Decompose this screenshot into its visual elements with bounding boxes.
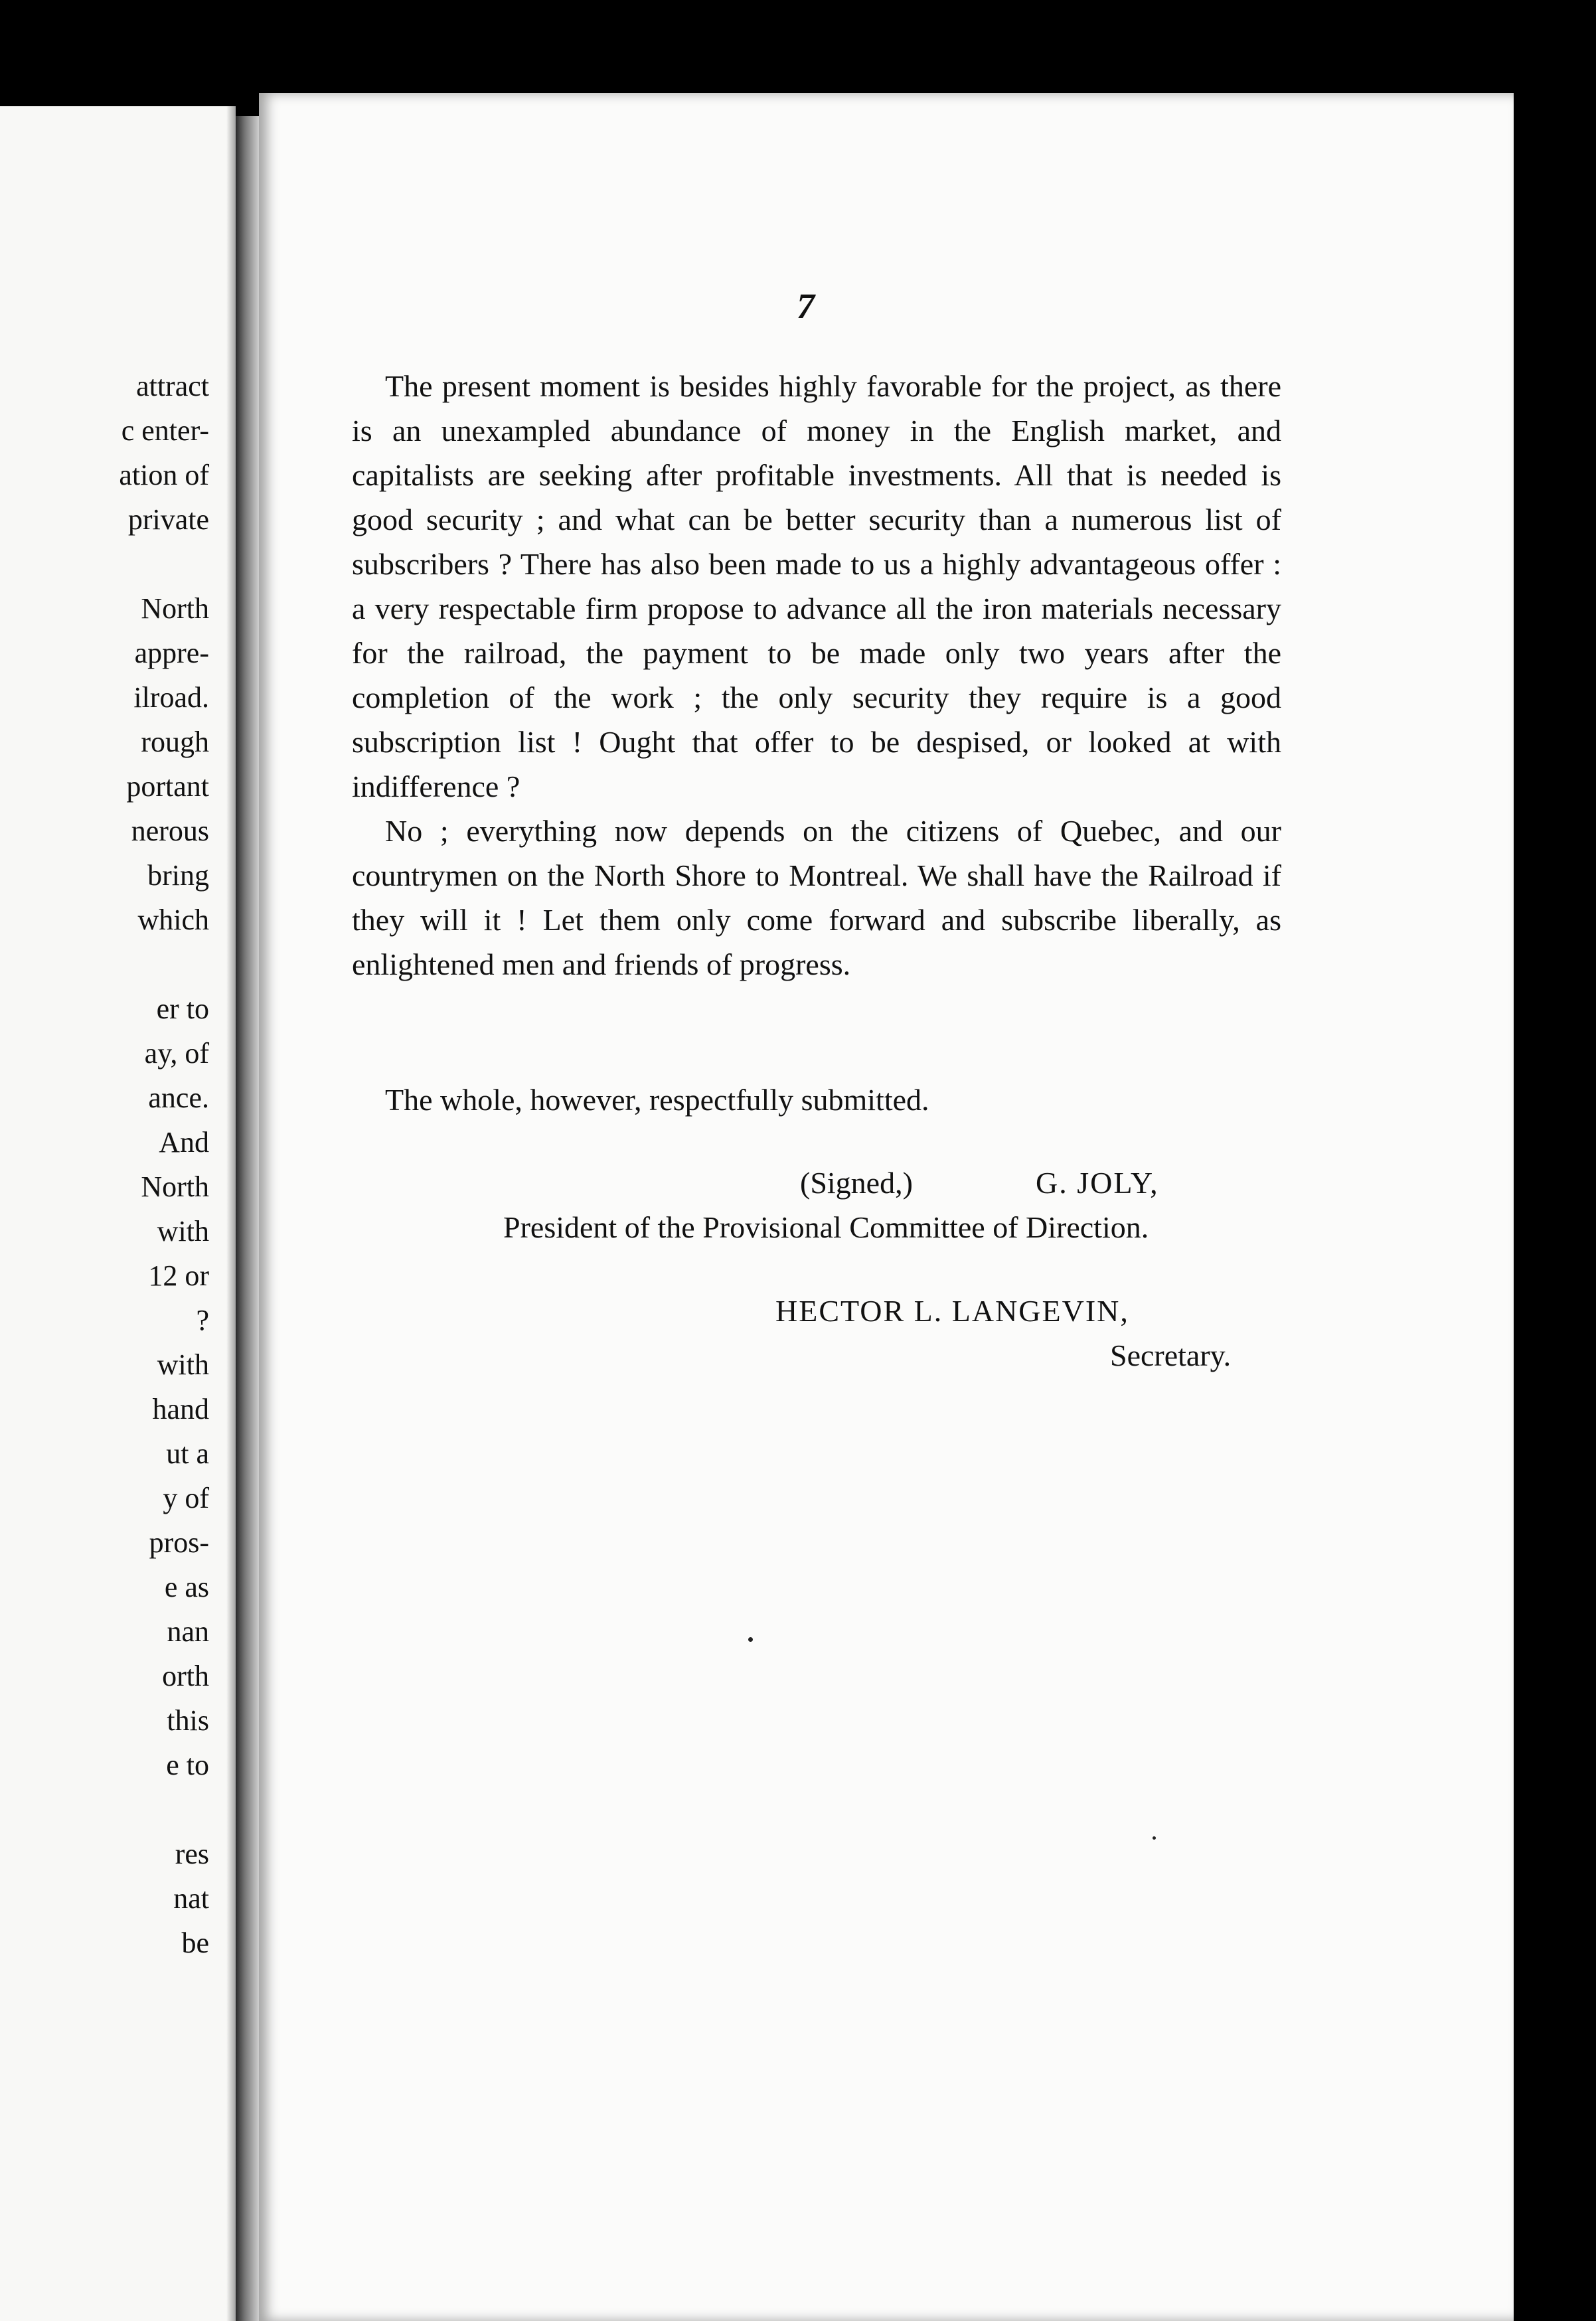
left-page-line: ? <box>196 1304 209 1336</box>
left-page-line: appre- <box>134 637 209 669</box>
gutter-shadow <box>226 106 236 2321</box>
left-page-line: with <box>157 1348 209 1381</box>
page-number: 7 <box>797 286 815 326</box>
left-page <box>0 106 236 2321</box>
left-page-line: c enter- <box>121 414 209 447</box>
left-page-line: e to <box>166 1749 209 1781</box>
left-page-line: rough <box>141 726 209 758</box>
left-page-line: nan <box>167 1615 209 1648</box>
left-page-line: e as <box>164 1571 209 1603</box>
signed-label: (Signed,) <box>800 1166 913 1200</box>
secretary-name: HECTOR L. LANGEVIN, <box>775 1294 1129 1328</box>
left-page-line: res <box>175 1838 209 1870</box>
left-page-line: nat <box>173 1882 209 1915</box>
left-page-line: y of <box>163 1482 209 1514</box>
left-page-line: bring <box>147 859 209 892</box>
left-page-line: orth <box>162 1660 209 1692</box>
paragraph: No ; everything now depends on the citizens of Quebec, and our countrymen on the North Shore to Montreal. We shall have the Railroad if they will it ! Let them only come forward and subscribe liberally, as enlightened men and friends of progress. <box>352 814 1281 981</box>
left-page-line: ation of <box>119 459 209 491</box>
left-page-line: pros- <box>149 1526 209 1559</box>
left-page-line: attract <box>136 370 209 402</box>
left-page-line: portant <box>126 770 209 803</box>
left-page-line: ut a <box>166 1437 209 1470</box>
left-page-line: hand <box>152 1393 209 1425</box>
body-text <box>352 364 1281 987</box>
left-page-line: North <box>141 1170 209 1203</box>
closing-line: The whole, however, respectfully submitted. <box>385 1083 929 1117</box>
left-page-line: which <box>137 904 209 936</box>
left-page-line: ance. <box>148 1081 209 1114</box>
left-page-line: nerous <box>131 815 209 847</box>
left-page-line: 12 or <box>148 1259 209 1292</box>
left-page-line: ilroad. <box>133 681 209 714</box>
left-page-line: be <box>181 1927 209 1959</box>
secretary-title: Secretary. <box>1110 1338 1232 1372</box>
left-page-line: And <box>159 1126 209 1159</box>
book-gutter <box>236 116 259 2321</box>
left-page-line: ay, of <box>144 1037 209 1070</box>
ink-speck <box>748 1637 753 1642</box>
left-page-line: this <box>167 1704 209 1737</box>
left-page-line: with <box>157 1215 209 1247</box>
paragraph: The present moment is besides highly favorable for the project, as there is an unexampled abundance of money in the English market, and capitalists are seeking after profitable investments. All that is needed is good security ; and what can be better security than a numerous list of subscribers ? There has also been made to us a highly advantageous offer : a very respectable firm propose to advance all the iron materials necessary for the railroad, the payment to be made only two years after the completion of the work ; the only security they require is a good subscription list ! Ought that offer to be despised, or looked at with indifference ? <box>352 369 1281 803</box>
left-page-line: er to <box>156 993 209 1025</box>
left-page-line: North <box>141 592 209 625</box>
signer-title: President of the Provisional Committee of Direction. <box>503 1210 1149 1244</box>
signer-name: G. JOLY, <box>1036 1166 1159 1200</box>
left-page-line: private <box>127 503 209 536</box>
ink-speck <box>1153 1836 1156 1840</box>
